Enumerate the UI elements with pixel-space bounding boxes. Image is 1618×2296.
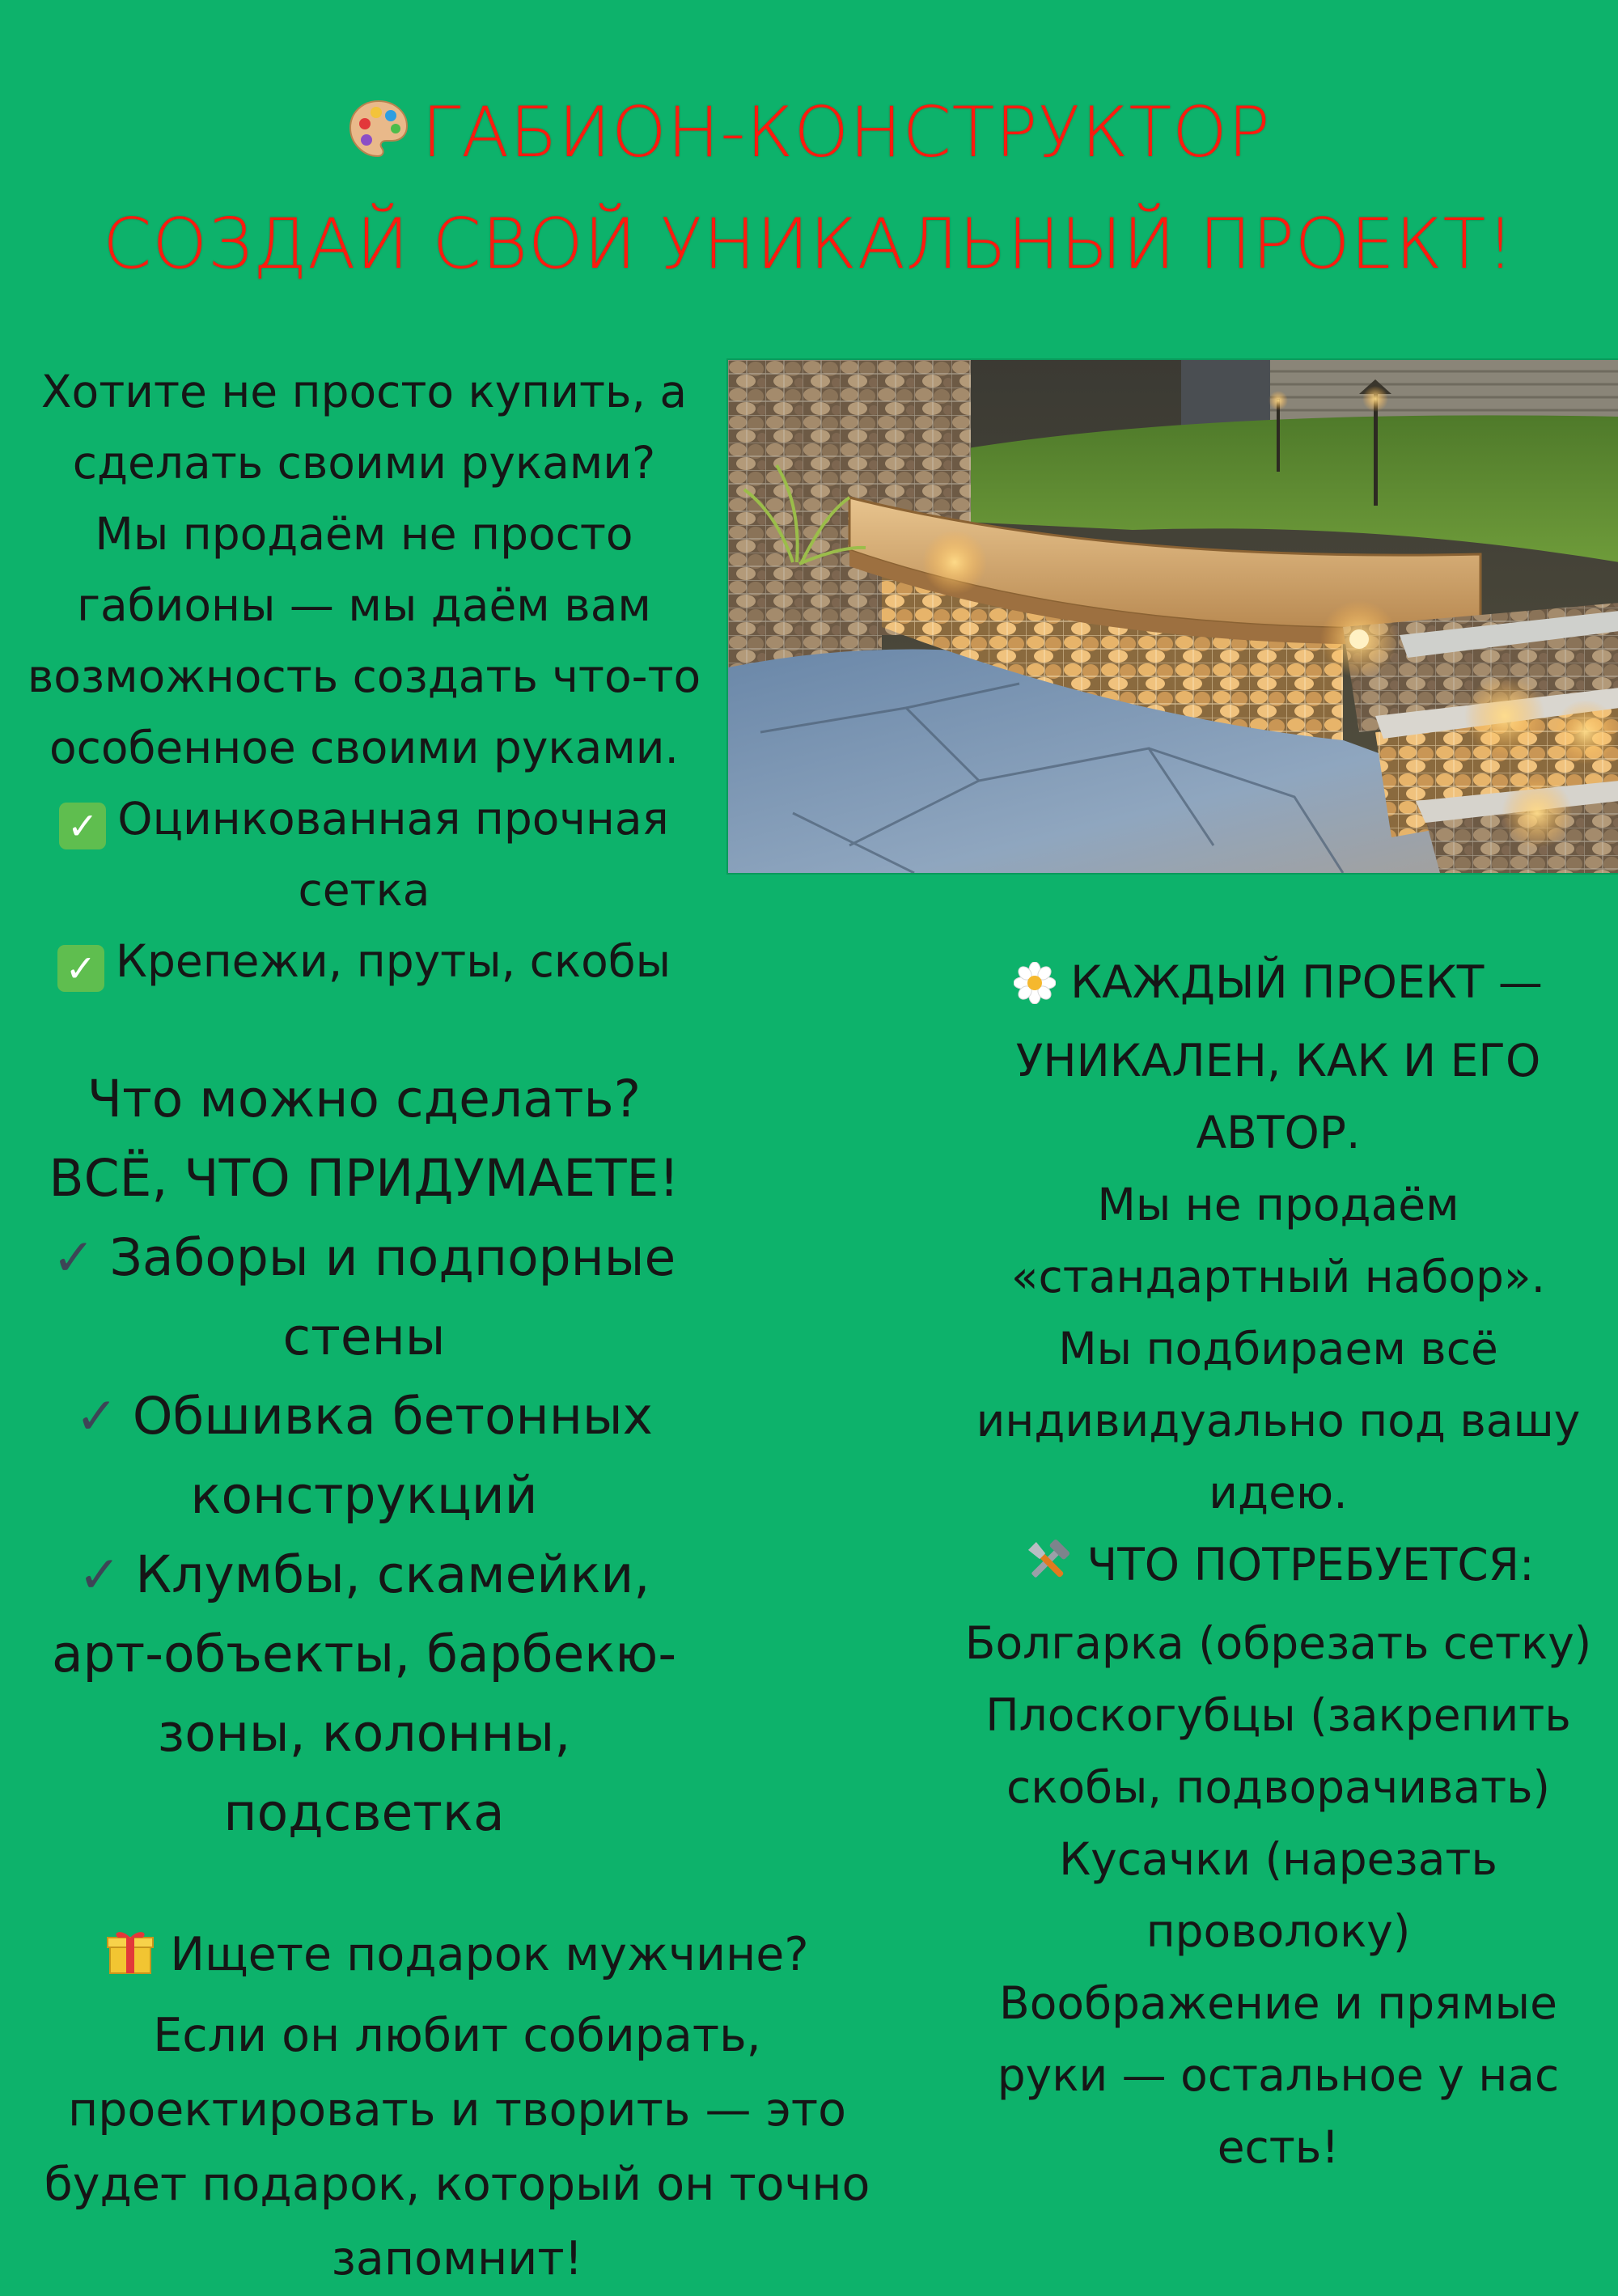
- check-box-icon: ✓: [59, 803, 106, 849]
- tools-icon: [1023, 1536, 1073, 1608]
- flower-icon: [1014, 953, 1056, 1025]
- tools-heading-text: ЧТО ПОТРЕБУЕТСЯ:: [1086, 1539, 1535, 1591]
- item-text-cont: зоны, колонны,: [157, 1704, 571, 1763]
- tool-line: скобы, подворачивать): [1006, 1761, 1550, 1813]
- item-text-cont: стены: [282, 1307, 446, 1366]
- item-fences: [0, 1218, 728, 1298]
- gabion-bench-photo: [726, 358, 1618, 875]
- title-text-1: ГАБИОН-КОНСТРУКТОР: [421, 92, 1271, 173]
- gift-heading: [0, 1917, 914, 1998]
- unique-line: «стандартный набор».: [1010, 1251, 1546, 1303]
- gift-text: Ищете подарок мужчине?: [170, 1928, 809, 1981]
- tool-line: Воображение и прямые: [999, 1977, 1557, 2029]
- gift-line: проектировать и творить — это: [67, 2083, 846, 2137]
- gift-icon: [105, 1924, 155, 1998]
- intro-line: возможность создать что-то: [27, 650, 701, 702]
- check-mark-icon: ✓: [52, 1228, 95, 1287]
- gift-line: запомнит!: [331, 2232, 583, 2285]
- gift-line: Если он любит собирать,: [153, 2009, 761, 2062]
- feature-galvanized-mesh: [0, 783, 728, 854]
- feature-text-cont: сетка: [298, 864, 430, 916]
- tool-line: Кусачки (нарезать: [1059, 1833, 1497, 1885]
- page-title: [0, 79, 1618, 298]
- intro-line: Мы продаём не просто: [95, 508, 633, 560]
- tools-heading: [938, 1529, 1618, 1608]
- intro-line: габионы — мы даём вам: [77, 579, 651, 631]
- feature-fasteners: [0, 926, 728, 997]
- item-cladding: [0, 1377, 728, 1456]
- tool-line: руки — остальное у нас: [997, 2049, 1560, 2101]
- unique-heading: [938, 947, 1618, 1025]
- what-can-be-made: [0, 1060, 728, 1853]
- feature-text: Оцинкованная прочная: [117, 793, 669, 845]
- palette-icon: [347, 84, 410, 191]
- check-box-icon: ✓: [57, 945, 104, 992]
- tool-line: Плоскогубцы (закрепить: [985, 1689, 1571, 1741]
- title-line-2: СОЗДАЙ СВОЙ УНИКАЛЬНЫЙ ПРОЕКТ!: [103, 204, 1515, 285]
- unique-line: Мы не продаём: [1097, 1179, 1459, 1231]
- what-answer: ВСЁ, ЧТО ПРИДУМАЕТЕ!: [49, 1149, 680, 1208]
- tool-line: проволоку): [1146, 1905, 1411, 1957]
- tool-line: есть!: [1217, 2121, 1340, 2173]
- unique-line: УНИКАЛЕН, КАК И ЕГО: [1015, 1035, 1541, 1087]
- item-text-cont: подсветка: [223, 1783, 505, 1842]
- feature-text: Крепежи, пруты, скобы: [115, 935, 671, 987]
- item-text: Обшивка бетонных: [132, 1387, 653, 1446]
- title-line-1: [0, 79, 1618, 191]
- unique-line: индивидуально под вашу: [976, 1395, 1581, 1447]
- intro-line: Хотите не просто купить, а: [40, 366, 688, 417]
- intro-line: особенное своими руками.: [49, 722, 680, 773]
- check-mark-icon: ✓: [78, 1545, 121, 1604]
- check-mark-icon: ✓: [75, 1387, 118, 1446]
- gift-line: будет подарок, который он точно: [44, 2158, 870, 2211]
- unique-text: КАЖДЫЙ ПРОЕКТ —: [1070, 956, 1543, 1008]
- intro-text: [0, 356, 728, 997]
- intro-line: сделать своими руками?: [72, 437, 656, 489]
- item-text-cont: конструкций: [190, 1466, 538, 1525]
- item-text-cont: арт-объекты, барбекю-: [51, 1625, 677, 1684]
- item-text: Заборы и подпорные: [109, 1228, 676, 1287]
- what-question: Что можно сделать?: [87, 1070, 642, 1129]
- tool-line: Болгарка (обрезать сетку): [964, 1617, 1592, 1669]
- unique-line: Мы подбираем всё: [1058, 1323, 1498, 1375]
- gift-section: [0, 1917, 914, 2296]
- unique-line: АВТОР.: [1196, 1107, 1361, 1159]
- item-flowerbeds: [0, 1536, 728, 1615]
- right-column: [938, 947, 1618, 2184]
- item-text: Клумбы, скамейки,: [135, 1545, 650, 1604]
- unique-line: идею.: [1209, 1467, 1348, 1519]
